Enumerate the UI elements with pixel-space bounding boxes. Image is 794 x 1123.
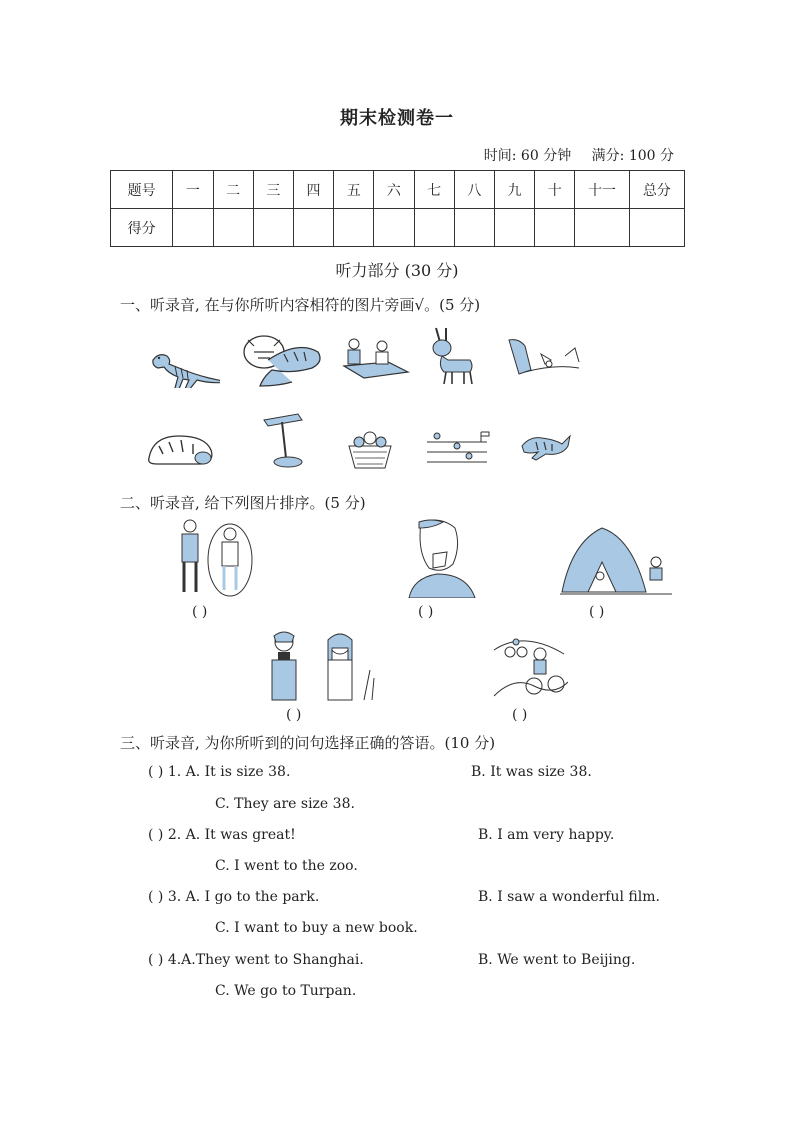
q3-item-4-option-a: ( ) 4.A.They went to Shanghai. (148, 952, 364, 968)
score-cell[interactable] (535, 209, 575, 247)
score-row-label: 得分 (111, 209, 173, 247)
score-header-cell: 五 (334, 171, 374, 209)
dinosaur-picture[interactable] (145, 346, 220, 388)
fruit-basket-picture[interactable] (345, 428, 395, 470)
camping-tent-picture[interactable] (558, 522, 674, 598)
score-header-cell: 三 (253, 171, 293, 209)
score-cell[interactable] (293, 209, 333, 247)
full-score: 满分: 100 分 (591, 148, 674, 164)
q3-item-3-option-a: ( ) 3. A. I go to the park. (148, 889, 320, 905)
score-header-row (111, 171, 685, 209)
q3-item-1-option-b: B. It was size 38. (471, 764, 592, 780)
score-row (111, 209, 685, 247)
q1-heading: 一、听录音, 在与你所听内容相符的图片旁画√。(5 分) (120, 296, 481, 314)
q2-answer-blank[interactable]: ( ) (286, 707, 302, 723)
listening-section-title: 听力部分 (30 分) (335, 261, 459, 280)
score-cell[interactable] (213, 209, 253, 247)
q3-item-4-option-b: B. We went to Beijing. (478, 952, 636, 968)
score-header-cell: 九 (494, 171, 534, 209)
q3-item-2-option-a: ( ) 2. A. It was great! (148, 827, 296, 843)
score-header-cell: 七 (414, 171, 454, 209)
q2-answer-blank[interactable]: ( ) (589, 604, 605, 620)
donkey-picture[interactable] (422, 326, 480, 386)
q3-heading: 三、听录音, 为你所听到的问句选择正确的答语。(10 分) (120, 734, 496, 752)
score-cell[interactable] (173, 209, 213, 247)
girls-photo-picture[interactable] (264, 630, 382, 702)
score-header-cell: 四 (293, 171, 333, 209)
q3-item-4-option-c: C. We go to Turpan. (215, 983, 357, 999)
score-cell[interactable] (454, 209, 494, 247)
page-title: 期末检测卷一 (340, 108, 454, 129)
score-cell[interactable] (253, 209, 293, 247)
q3-item-1-option-c: C. They are size 38. (215, 796, 355, 812)
shop-scene-picture[interactable] (340, 334, 410, 384)
score-header-cell: 题号 (111, 171, 173, 209)
q3-item-3-option-c: C. I want to buy a new book. (215, 920, 418, 936)
score-header-cell: 一 (173, 171, 213, 209)
q2-answer-blank[interactable]: ( ) (418, 604, 434, 620)
score-cell[interactable] (334, 209, 374, 247)
score-header-cell: 六 (374, 171, 414, 209)
score-header-cell: 八 (454, 171, 494, 209)
desk-lamp-picture[interactable] (258, 412, 313, 470)
score-cell[interactable] (629, 209, 684, 247)
score-header-cell: 总分 (629, 171, 684, 209)
lying-tiger-picture[interactable] (145, 428, 215, 470)
running-race-picture[interactable] (425, 428, 493, 468)
score-header-cell: 十一 (575, 171, 629, 209)
score-cell[interactable] (575, 209, 629, 247)
q2-heading: 二、听录音, 给下列图片排序。(5 分) (120, 494, 366, 512)
q3-item-3-option-b: B. I saw a wonderful film. (478, 889, 660, 905)
running-tiger-picture[interactable] (518, 430, 573, 462)
outdoor-scene-picture[interactable] (505, 336, 583, 388)
cycling-picture[interactable] (490, 630, 568, 702)
two-boys-picture[interactable] (172, 518, 254, 598)
exam-meta (484, 145, 674, 165)
sleeping-tiger-picture[interactable] (240, 330, 322, 388)
q2-answer-blank[interactable]: ( ) (192, 604, 208, 620)
score-table (110, 170, 685, 247)
score-cell[interactable] (414, 209, 454, 247)
score-header-cell: 十 (535, 171, 575, 209)
score-header-cell: 二 (213, 171, 253, 209)
q2-answer-blank[interactable]: ( ) (512, 707, 528, 723)
time-limit: 时间: 60 分钟 (483, 148, 572, 164)
score-cell[interactable] (374, 209, 414, 247)
man-blowing-nose-picture[interactable] (405, 518, 477, 598)
score-cell[interactable] (494, 209, 534, 247)
q3-item-1-option-a: ( ) 1. A. It is size 38. (148, 764, 291, 780)
q3-item-2-option-b: B. I am very happy. (478, 827, 615, 843)
q3-item-2-option-c: C. I went to the zoo. (215, 858, 358, 874)
